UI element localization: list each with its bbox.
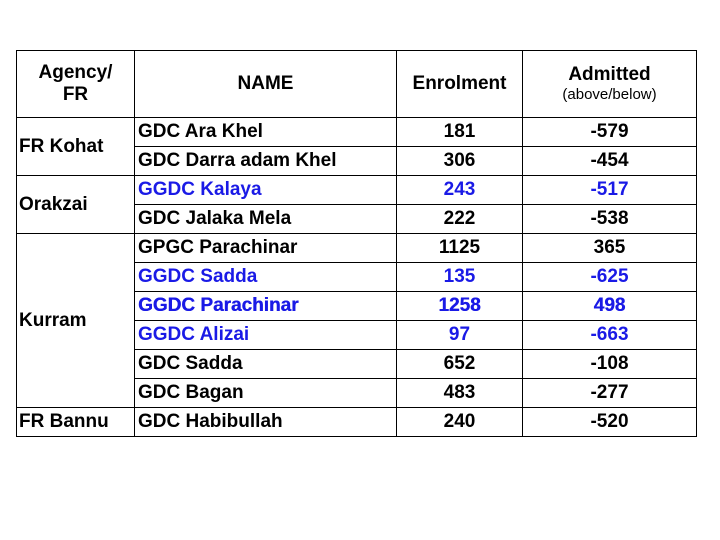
enrolment-value: 135	[397, 263, 523, 292]
agency-cell: FR Kohat	[17, 118, 135, 176]
enrolment-value: 97	[397, 321, 523, 350]
header-admitted	[523, 51, 697, 118]
college-name: GGDC Alizai	[135, 321, 397, 350]
header-agency: Agency/ FR	[17, 51, 135, 118]
admitted-value: -520	[523, 408, 697, 437]
college-name: GDC Sadda	[135, 350, 397, 379]
enrolment-table	[16, 50, 697, 437]
enrolment-value: 306	[397, 147, 523, 176]
admitted-value: -277	[523, 379, 697, 408]
admitted-value: 498	[523, 292, 697, 321]
college-name: GDC Ara Khel	[135, 118, 397, 147]
enrolment-value: 181	[397, 118, 523, 147]
college-name: GDC Darra adam Khel	[135, 147, 397, 176]
college-name: GDC Jalaka Mela	[135, 205, 397, 234]
enrolment-value: 243	[397, 176, 523, 205]
table-row	[17, 234, 697, 263]
table-row	[17, 118, 697, 147]
enrolment-value: 1125	[397, 234, 523, 263]
header-admitted-label: Admitted	[568, 64, 651, 85]
college-name: GPGC Parachinar	[135, 234, 397, 263]
admitted-value: -579	[523, 118, 697, 147]
enrolment-value: 483	[397, 379, 523, 408]
admitted-value: -538	[523, 205, 697, 234]
enrolment-value: 222	[397, 205, 523, 234]
agency-cell: FR Bannu	[17, 408, 135, 437]
admitted-value: 365	[523, 234, 697, 263]
header-enrolment: Enrolment	[397, 51, 523, 118]
table-row	[17, 176, 697, 205]
table-header-row	[17, 51, 697, 118]
admitted-value: -625	[523, 263, 697, 292]
college-name: GGDC Parachinar	[135, 292, 397, 321]
college-name: GGDC Sadda	[135, 263, 397, 292]
enrolment-value: 240	[397, 408, 523, 437]
agency-cell: Orakzai	[17, 176, 135, 234]
admitted-value: -663	[523, 321, 697, 350]
college-name: GDC Habibullah	[135, 408, 397, 437]
college-name: GGDC Kalaya	[135, 176, 397, 205]
enrolment-value: 1258	[397, 292, 523, 321]
header-admitted-sub: (above/below)	[562, 86, 657, 103]
table-row	[17, 408, 697, 437]
agency-cell: Kurram	[17, 234, 135, 408]
enrolment-value: 652	[397, 350, 523, 379]
admitted-value: -454	[523, 147, 697, 176]
admitted-value: -517	[523, 176, 697, 205]
admitted-value: -108	[523, 350, 697, 379]
header-name: NAME	[135, 51, 397, 118]
college-name: GDC Bagan	[135, 379, 397, 408]
